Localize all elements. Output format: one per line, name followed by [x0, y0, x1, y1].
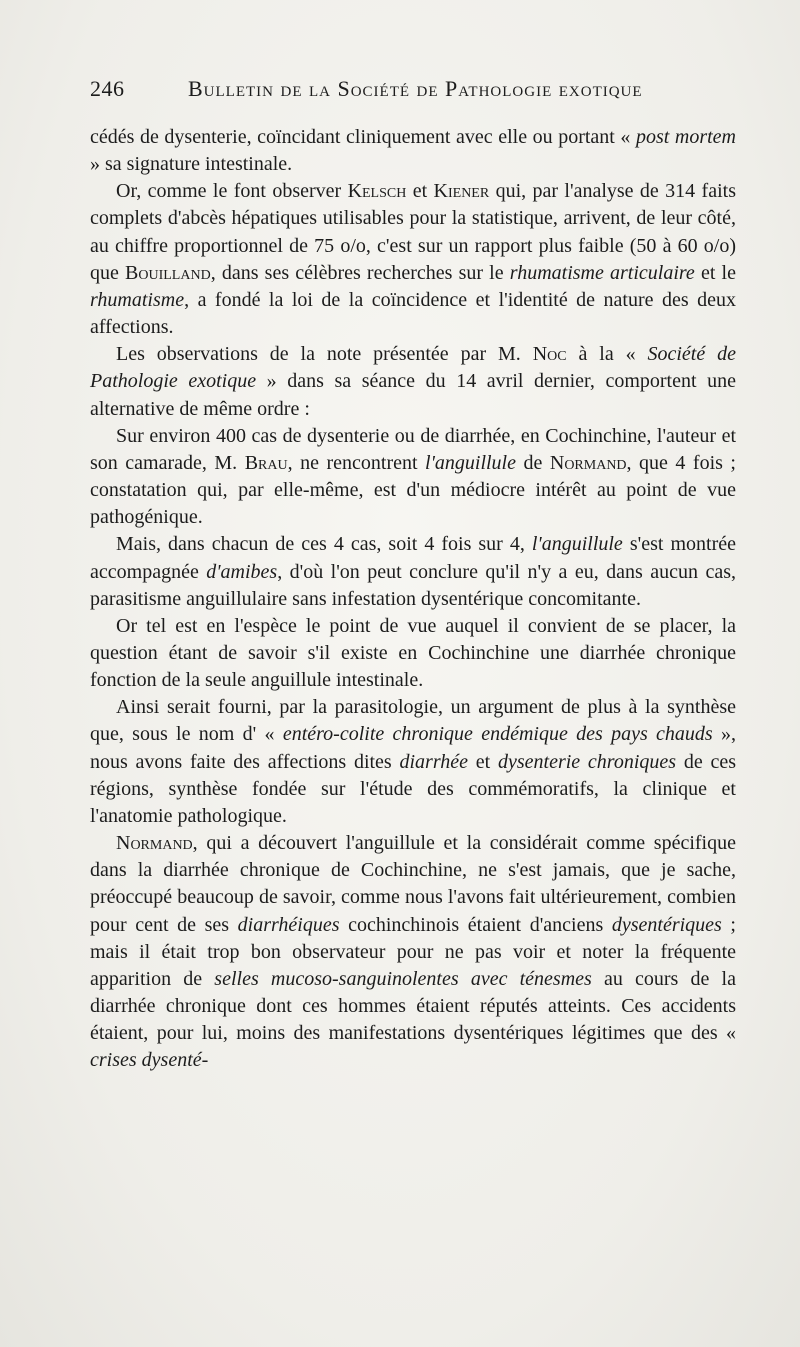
text-run: et — [406, 180, 434, 203]
italic-phrase: d'amibes — [206, 560, 278, 583]
body-text — [90, 124, 736, 1074]
text-run: Or, comme le font observer — [116, 180, 348, 203]
text-run: Les observations de la note présentée par M. — [116, 343, 533, 366]
text-run: ; mais il était trop bon observateur pour ne pas voir et noter la fréquente apparition de — [90, 913, 736, 990]
italic-phrase: rhumatisme — [90, 288, 185, 311]
text-run: , d'où l'on peut conclure qu'il n'y a eu, dans aucun cas, parasitisme anguillulaire sans infestation dysentérique concomitante. — [90, 560, 736, 610]
italic-phrase: selles mucoso-sanguinolentes avec ténesmes — [214, 967, 592, 990]
paragraph — [90, 694, 736, 830]
italic-phrase: l'anguillule — [425, 451, 516, 474]
proper-name: Normand — [116, 832, 193, 855]
text-run: au cours de la diarrhée chronique dont ces hommes étaient réputés atteints. Ces accidents étaient, pour lui, moins des manifestations dysentériques légitimes que des « — [90, 967, 736, 1045]
text-run: et le — [694, 261, 736, 284]
paragraph — [90, 423, 736, 532]
paragraph — [90, 830, 736, 1074]
page-number: 246 — [90, 76, 125, 101]
italic-phrase: entéro-colite chronique endémique des pays chauds — [282, 723, 713, 746]
italic-phrase: crises dysenté- — [90, 1049, 209, 1072]
text-run: » dans sa séance du 14 avril dernier, comportent une alternative de même ordre : — [90, 370, 736, 420]
proper-name: Kelsch — [347, 180, 407, 203]
paragraph — [90, 613, 736, 694]
proper-name: Kiener — [433, 180, 490, 203]
italic-phrase: post mortem — [635, 126, 736, 148]
text-run: , ne rencontrent — [287, 451, 426, 474]
text-run: qui, par l'analyse de 314 faits complets d'abcès hépatiques utilisables pour la statistique, arrivent, de leur côté, au chiffre proportionnel de 75 o/o, c'est sur un rapport plus faible (50 à 60 o/o) que — [90, 180, 736, 284]
text-run: s'est montrée accompagnée — [90, 533, 736, 583]
text-run: cochinchinois étaient d'anciens — [339, 913, 612, 936]
italic-phrase: Société de Pathologie exotique — [90, 343, 736, 393]
text-run: et — [468, 750, 498, 773]
proper-name: Noc — [532, 343, 567, 366]
paragraph — [90, 531, 736, 612]
running-header — [90, 76, 740, 110]
italic-phrase: dysentériques — [611, 913, 722, 936]
italic-phrase: dysenterie chroniques — [497, 750, 677, 773]
text-run: de — [515, 451, 550, 474]
italic-phrase: diarrhée — [399, 750, 468, 773]
italic-phrase: l'anguillule — [531, 533, 623, 556]
text-run: Or tel est en l'espèce le point de vue auquel il convient de se placer, la question étant de savoir s'il existe en Cochinchine une diarrhée chronique fonction de la seule anguillule intestinale. — [90, 614, 736, 692]
text-run: Sur environ 400 cas de dysenterie ou de diarrhée, en Cochinchine, l'auteur et son camarade, M. — [90, 424, 736, 474]
proper-name: Normand — [549, 451, 627, 474]
text-run: , dans ses célèbres recherches sur le — [210, 261, 510, 284]
text-run: cédés de dysenterie, coïncidant cliniquement avec elle ou portant « — [90, 126, 636, 148]
text-run: , que 4 fois ; constatation qui, par elle-même, est d'un médiocre intérêt au point de vue pathogénique. — [90, 451, 736, 529]
italic-phrase: rhumatisme articulaire — [509, 261, 695, 284]
paragraph — [90, 124, 736, 178]
text-run: », nous avons faite des affections dites — [90, 723, 736, 773]
text-run: à la « — [566, 343, 648, 366]
italic-phrase: diarrhéiques — [237, 913, 340, 936]
paragraph — [90, 178, 736, 341]
text-run: Mais, dans chacun de ces 4 cas, soit 4 fois sur 4, — [116, 533, 532, 556]
running-title: Bulletin de la Société de Pathologie exotique — [188, 76, 643, 101]
proper-name: Bouilland — [125, 261, 211, 284]
text-run: Ainsi serait fourni, par la parasitologie, un argument de plus à la synthèse que, sous le nom d' « — [90, 696, 736, 746]
proper-name: Brau — [244, 451, 288, 474]
text-run: de ces régions, synthèse fondée sur l'étude des commémoratifs, la clinique et l'anatomie pathologique. — [90, 750, 737, 827]
paragraph — [90, 341, 736, 422]
text-run: , qui a découvert l'anguillule et la considérait comme spécifique dans la diarrhée chronique de Cochinchine, ne s'est jamais, que je sache, préoccupé beaucoup de savoir, comme nous l'avons fait ultérieurement, combien pour cent de ses — [90, 832, 736, 936]
text-run: » sa signature intestinale. — [90, 153, 293, 176]
text-run: , a fondé la loi de la coïncidence et l'identité de nature des deux affections. — [90, 288, 736, 339]
